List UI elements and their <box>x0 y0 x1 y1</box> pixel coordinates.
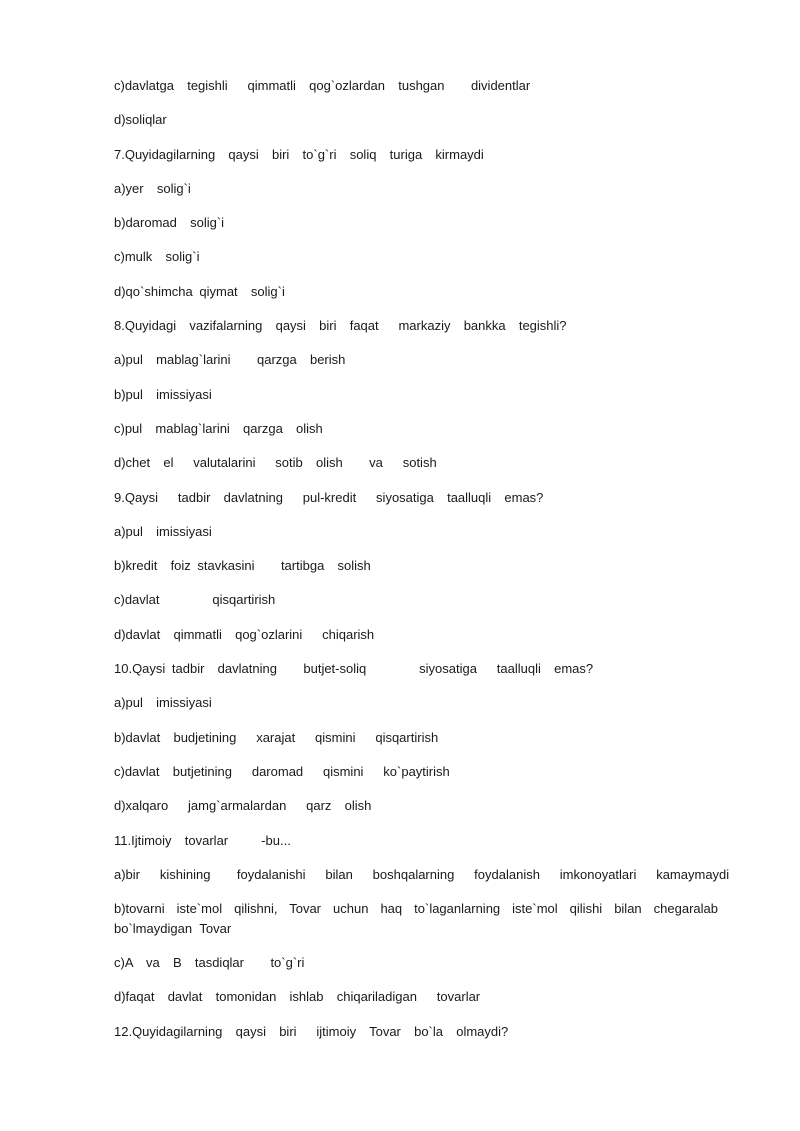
answer-option: c)mulk solig`i <box>114 249 200 265</box>
question-12: 12.Quyidagilarning qaysi biri ijtimoiy Tovar bo`la olmaydi? <box>114 1023 509 1039</box>
answer-option: a)pul mablag`larini qarzga berish <box>114 352 346 368</box>
answer-option: d)faqat davlat tomonidan ishlab chiqariladigan tovarlar <box>114 989 481 1005</box>
question-10: 10.Qaysi tadbir davlatning butjet-soliq siyosatiga taalluqli emas? <box>114 661 594 677</box>
document-body <box>114 76 730 1056</box>
answer-option: b)davlat budjetining xarajat qismini qisqartirish <box>114 729 439 745</box>
answer-option: a)bir kishining foydalanishi bilan boshqalarning foydalanish imkonoyatlari kamaymaydi <box>114 866 730 882</box>
answer-option: b)kredit foiz stavkasini tartibga solish <box>114 558 371 574</box>
answer-option: c)pul mablag`larini qarzga olish <box>114 420 323 436</box>
answer-option: b)tovarni iste`mol qilishni, Tovar uchun haq to`laganlarning iste`mol qilishi bilan chegaralab bo`lmaydigan Tovar <box>114 901 718 937</box>
question-11: 11.Ijtimoiy tovarlar -bu... <box>114 832 291 848</box>
question-7: 7.Quyidagilarning qaysi biri to`g`ri soliq turiga kirmaydi <box>114 146 484 162</box>
answer-option: c)A va B tasdiqlar to`g`ri <box>114 955 305 971</box>
answer-option: a)yer solig`i <box>114 180 191 196</box>
answer-option: d)qo`shimcha qiymat solig`i <box>114 283 285 299</box>
answer-option: c)davlat butjetining daromad qismini ko`paytirish <box>114 763 450 779</box>
answer-option: b)daromad solig`i <box>114 215 225 231</box>
answer-option: d)chet el valutalarini sotib olish va sotish <box>114 455 437 471</box>
answer-option: a)pul imissiyasi <box>114 523 212 539</box>
question-9: 9.Qaysi tadbir davlatning pul-kredit siyosatiga taalluqli emas? <box>114 489 544 505</box>
answer-option: d)soliqlar <box>114 112 167 128</box>
answer-option: b)pul imissiyasi <box>114 386 212 402</box>
answer-option: d)davlat qimmatli qog`ozlarini chiqarish <box>114 626 375 642</box>
answer-option: a)pul imissiyasi <box>114 695 212 711</box>
answer-option: d)xalqaro jamg`armalardan qarz olish <box>114 798 372 814</box>
question-8: 8.Quyidagi vazifalarning qaysi biri faqat markaziy bankka tegishli? <box>114 318 567 334</box>
answer-option: c)davlat qisqartirish <box>114 592 276 608</box>
answer-option: c)davlatga tegishli qimmatli qog`ozlardan tushgan dividentlar <box>114 78 531 93</box>
